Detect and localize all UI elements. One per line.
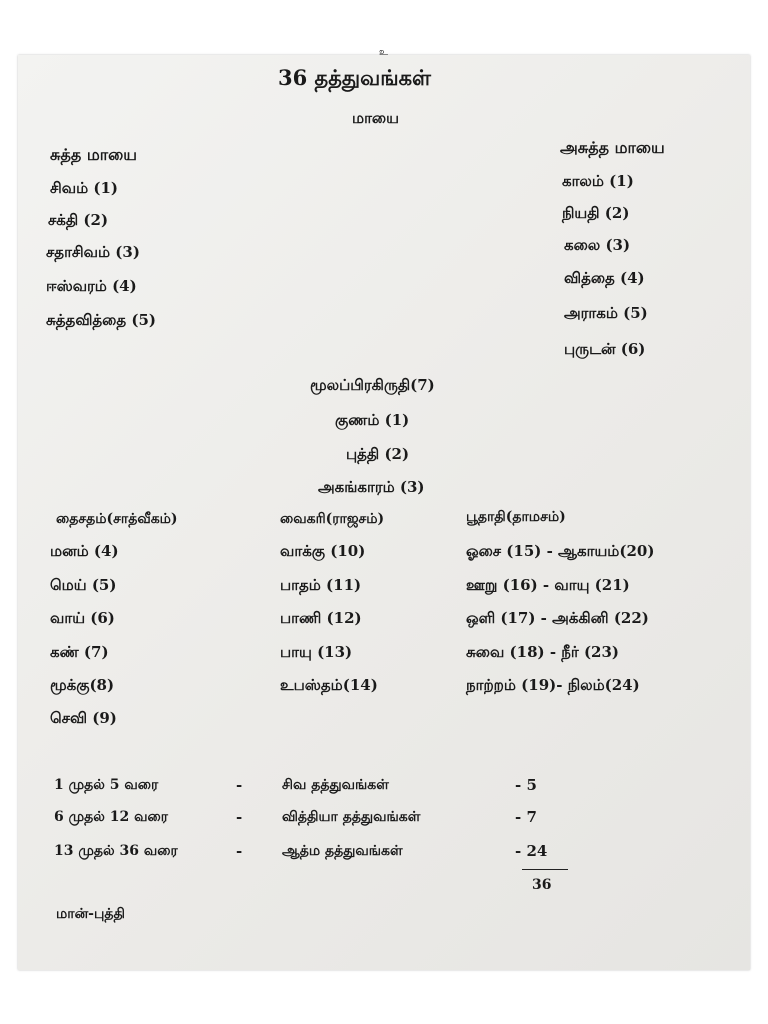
asuddha-item: புருடன் (6): [564, 340, 646, 358]
column-item: பாணி (12): [280, 609, 362, 627]
column-item: சுவை (18) - நீர் (23): [466, 643, 620, 661]
maya-heading: மாயை: [352, 109, 399, 127]
suddha-item: ஈஸ்வரம் (4): [46, 277, 137, 295]
column-item: கண் (7): [50, 643, 109, 661]
summary-range: 13 முதல் 36 வரை: [54, 843, 178, 859]
column-heading-taijasa: தைசதம்(சாத்வீகம்): [56, 511, 178, 527]
center-item: புத்தி (2): [346, 445, 410, 463]
column-item: மனம் (4): [50, 542, 119, 560]
asuddha-item: அராகம் (5): [564, 304, 648, 322]
asuddha-item: நியதி (2): [562, 204, 630, 222]
summary-count: - 7: [515, 808, 537, 826]
asuddha-item: காலம் (1): [562, 172, 634, 190]
summary-dash: -: [236, 842, 243, 860]
summary-dash: -: [236, 776, 243, 794]
asuddha-item: வித்தை (4): [564, 269, 645, 287]
summary-range: 6 முதல் 12 வரை: [54, 809, 169, 825]
column-heading-bhutadi: பூதாதி(தாமசம்): [466, 509, 566, 525]
column-item: வாக்கு (10): [280, 542, 366, 560]
total-rule: [522, 869, 568, 870]
column-item: மெய் (5): [50, 576, 117, 594]
center-item: மூலப்பிரகிருதி(7): [310, 376, 435, 394]
summary-name: சிவ தத்துவங்கள்: [282, 777, 389, 793]
column-item: ஒளி (17) - அக்கினி (22): [466, 609, 649, 627]
suddha-item: சதாசிவம் (3): [46, 243, 140, 261]
summary-count: - 5: [515, 776, 537, 794]
asuddha-maya-heading: அசுத்த மாயை: [560, 138, 665, 157]
column-item: ஊறு (16) - வாயு (21): [466, 576, 630, 594]
column-item: ஓசை (15) - ஆகாயம்(20): [466, 542, 655, 560]
summary-range: 1 முதல் 5 வரை: [54, 777, 159, 793]
summary-dash: -: [236, 808, 243, 826]
column-item: பாதம் (11): [280, 576, 362, 594]
summary-name: வித்தியா தத்துவங்கள்: [282, 809, 421, 825]
column-item: பாயு (13): [280, 643, 353, 661]
summary-name: ஆத்ம தத்துவங்கள்: [282, 843, 403, 859]
center-item: குணம் (1): [335, 411, 410, 429]
summary-total: 36: [532, 877, 552, 893]
top-mark: உ: [379, 47, 389, 58]
asuddha-item: கலை (3): [564, 236, 631, 254]
suddha-item: சுத்தவித்தை (5): [46, 311, 156, 329]
column-item: மூக்கு(8): [50, 676, 115, 694]
suddha-maya-heading: சுத்த மாயை: [50, 145, 137, 164]
column-item: செவி (9): [50, 709, 117, 727]
column-item: உபஸ்தம்(14): [280, 676, 378, 694]
page-title: 36 தத்துவங்கள்: [278, 65, 431, 90]
suddha-item: சிவம் (1): [50, 179, 119, 197]
footer-note: மான்-புத்தி: [56, 906, 125, 922]
suddha-item: சக்தி (2): [48, 211, 109, 229]
column-item: நாற்றம் (19)- நிலம்(24): [466, 676, 640, 694]
column-heading-vaikari: வைகரி(ராஜசம்): [280, 511, 385, 527]
column-item: வாய் (6): [50, 609, 115, 627]
summary-count: - 24: [515, 842, 548, 860]
center-item: அகங்காரம் (3): [318, 478, 425, 496]
